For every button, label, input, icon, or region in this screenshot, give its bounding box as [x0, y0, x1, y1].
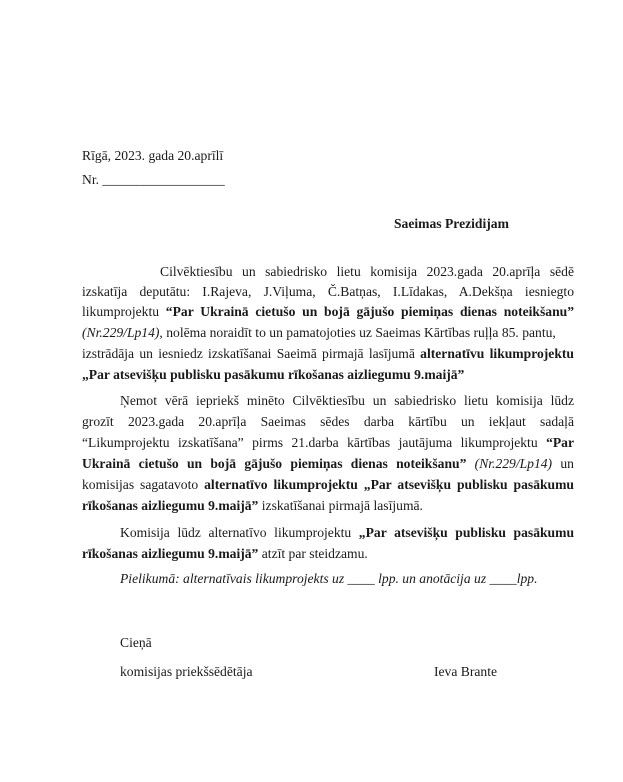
- place-date: Rīgā, 2023. gada 20.aprīlī: [82, 148, 224, 163]
- closing-greeting: Cieņā: [120, 635, 152, 650]
- document-number: Nr. __________________: [82, 172, 225, 187]
- paragraph-2-line-6: rīkošanas aizliegumu 9.maijā” izskatīšanai pirmajā lasījumā.: [82, 498, 423, 513]
- paragraph-1-line-1: Cilvēktiesību un sabiedrisko lietu komisija 2023.gada 20.aprīļa sēdē: [160, 264, 574, 279]
- paragraph-3-line-1: Komisija lūdz alternatīvo likumprojektu „Par atsevišķu publisku pasākumu: [120, 525, 574, 540]
- paragraph-2-line-1: Ņemot vērā iepriekš minēto Cilvēktiesību un sabiedrisko lietu komisija lūdz: [120, 393, 574, 408]
- attachment-note: Pielikumā: alternatīvais likumprojekts uz ____ lpp. un anotācija uz ____lpp.: [120, 571, 538, 586]
- paragraph-3-line-2: rīkošanas aizliegumu 9.maijā” atzīt par steidzamu.: [82, 546, 368, 561]
- paragraph-2-line-5: komisijas sagatavoto alternatīvo likumprojektu „Par atsevišķu publisku pasākumu: [82, 477, 574, 492]
- paragraph-2-line-3: “Likumprojektu izskatīšana” pirms 21.darba kārtības jautājuma likumprojektu “Par: [82, 435, 574, 450]
- paragraph-1-line-2: izskatīja deputātu: I.Rajeva, J.Viļuma, Č.Batņas, I.Līdakas, A.Dekšņa iesniegto: [82, 284, 574, 299]
- addressee: Saeimas Prezidijam: [394, 216, 509, 231]
- paragraph-2-line-4: Ukrainā cietušo un bojā gājušo piemiņas dienas noteikšanu” (Nr.229/Lp14) un: [82, 456, 574, 471]
- paragraph-1-line-3: likumprojektu “Par Ukrainā cietušo un bojā gājušo piemiņas dienas noteikšanu”: [82, 304, 574, 319]
- paragraph-1-line-6: „Par atsevišķu publisku pasākumu rīkošanas aizliegumu 9.maijā”: [82, 367, 465, 382]
- paragraph-1-line-5: izstrādāja un iesniedz izskatīšanai Saeimā pirmajā lasījumā alternatīvu likumprojektu: [82, 346, 574, 361]
- signatory-role: komisijas priekšsēdētāja: [120, 664, 253, 679]
- paragraph-2-line-2: grozīt 2023.gada 20.aprīļa Saeimas sēdes darba kārtību un iekļaut sadaļā: [82, 414, 574, 429]
- paragraph-1-line-4: (Nr.229/Lp14), nolēma noraidīt to un pamatojoties uz Saeimas Kārtības ruļļa 85. pantu,: [82, 325, 556, 340]
- signatory-name: Ieva Brante: [434, 664, 498, 679]
